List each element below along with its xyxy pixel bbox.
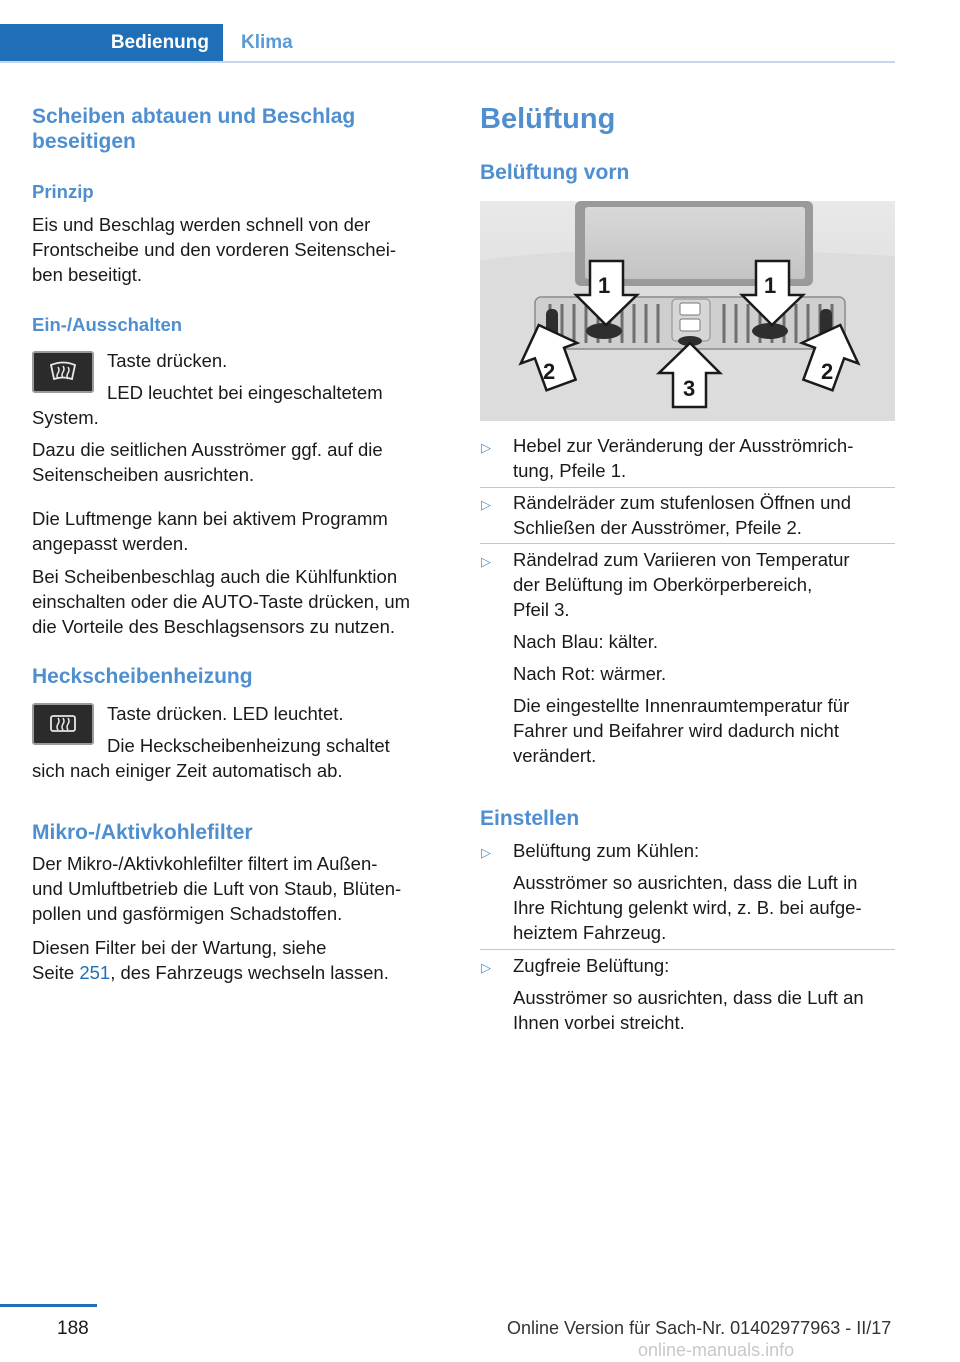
- text-line: verändert.: [513, 745, 597, 766]
- list-divider: [480, 949, 895, 950]
- text-line: Ausströmer so ausrichten, dass die Luft in: [513, 872, 858, 893]
- text-line: System.: [32, 407, 99, 428]
- text-line: Die eingestellte Innenraumtemperatur für: [513, 695, 850, 716]
- tab-klima-label: Klima: [241, 32, 293, 53]
- bullet-triangle-icon: ▷: [481, 960, 491, 975]
- bullet-triangle-icon: ▷: [481, 440, 491, 455]
- filter-wartung-text: [32, 935, 389, 985]
- heading-ein-aus: Ein-/Ausschalten: [32, 314, 183, 335]
- text-line: Schließen der Ausströmer, Pfeile 2.: [513, 517, 802, 538]
- bullet-raendelraeder: [513, 490, 851, 540]
- text-line: Der Mikro-/Aktivkohlefilter filtert im Außen-: [32, 853, 378, 874]
- figure-label-arrow-1-left: 1: [598, 273, 611, 298]
- dashboard-vents-figure: [480, 201, 895, 421]
- tab-bedienung[interactable]: [0, 24, 223, 61]
- text-line: die Vorteile des Beschlagsensors zu nutzen.: [32, 616, 396, 637]
- text-fragment: Seite: [32, 962, 80, 983]
- text-line: pollen und gasförmigen Schadstoffen.: [32, 903, 343, 924]
- figure-label-arrow-2-right: 2: [821, 359, 834, 384]
- text-line: Pfeil 3.: [513, 599, 570, 620]
- text-line: Eis und Beschlag werden schnell von der: [32, 214, 371, 235]
- text-line: heiztem Fahrzeug.: [513, 922, 667, 943]
- figure-label-arrow-3: 3: [683, 376, 696, 401]
- text-line: angepasst werden.: [32, 533, 189, 554]
- text-line: Bei Scheibenbeschlag auch die Kühlfunktion: [32, 566, 398, 587]
- beschlag-text: [32, 564, 410, 639]
- page-number: 188: [57, 1318, 89, 1339]
- text-line: Rändelräder zum stufenlosen Öffnen und: [513, 492, 852, 513]
- section-title-line: beseitigen: [32, 130, 136, 153]
- heading-belueftung: Belüftung: [480, 103, 616, 135]
- section-title-scheiben: [32, 104, 355, 154]
- heading-prinzip: Prinzip: [32, 181, 94, 202]
- list-divider: [480, 543, 895, 544]
- ein-aus-text-1: [107, 348, 383, 405]
- figure-label-arrow-1-right: 1: [764, 273, 777, 298]
- text-line: der Belüftung im Oberkörperbereich,: [513, 574, 813, 595]
- luftmenge-text: [32, 506, 388, 556]
- text-line: LED leuchtet bei eingeschaltetem: [107, 382, 383, 403]
- rear-defrost-button-icon: [32, 703, 94, 745]
- text-line: Zugfreie Belüftung:: [513, 955, 670, 976]
- online-version-note: Online Version für Sach-Nr. 01402977963 - II/17: [507, 1318, 892, 1338]
- text-fragment: , des Fahrzeugs wechseln lassen.: [110, 962, 389, 983]
- text-line: Frontscheibe und den vorderen Seitenschei-: [32, 239, 397, 260]
- front-defrost-button-icon: [32, 351, 94, 393]
- dazu-text: [32, 437, 383, 487]
- text-line: tung, Pfeile 1.: [513, 460, 627, 481]
- text-line: Nach Blau: kälter.: [513, 631, 658, 652]
- bullet-triangle-icon: ▷: [481, 497, 491, 512]
- footer-accent-line: [0, 1304, 97, 1307]
- heck-text-1: [107, 701, 390, 758]
- bullet-raendelrad: [513, 547, 850, 768]
- text-line: Taste drücken. LED leuchtet.: [107, 703, 344, 724]
- text-line: [32, 960, 389, 985]
- watermark: online-manuals.info: [638, 1340, 795, 1360]
- chapter-tab-bar: [0, 24, 895, 63]
- heading-belueftung-vorn: Belüftung vorn: [480, 161, 630, 184]
- text-line: ben beseitigt.: [32, 264, 143, 285]
- heading-einstellen: Einstellen: [480, 807, 580, 830]
- text-line: Taste drücken.: [107, 350, 228, 371]
- text-line: sich nach einiger Zeit automatisch ab.: [32, 760, 343, 781]
- list-divider: [480, 487, 895, 488]
- tab-bedienung-label: Bedienung: [110, 31, 209, 53]
- prinzip-text: [32, 212, 396, 287]
- bullet-triangle-icon: ▷: [481, 845, 491, 860]
- bullet-hebel: [513, 433, 853, 483]
- text-line: Nach Rot: wärmer.: [513, 663, 667, 684]
- text-line: und Umluftbetrieb die Luft von Staub, Blüten-: [32, 878, 402, 899]
- text-line: Belüftung zum Kühlen:: [513, 840, 700, 861]
- bullet-kuehlen: [513, 838, 862, 945]
- bullet-triangle-icon: ▷: [481, 554, 491, 569]
- section-title-line: Scheiben abtauen und Beschlag: [32, 105, 356, 128]
- text-line: einschalten oder die AUTO-Taste drücken, um: [32, 591, 411, 612]
- text-line: Die Luftmenge kann bei aktivem Programm: [32, 508, 388, 529]
- text-line: Ausströmer so ausrichten, dass die Luft an: [513, 987, 864, 1008]
- text-line: Ihnen vorbei streicht.: [513, 1012, 685, 1033]
- tab-klima[interactable]: [241, 24, 293, 61]
- text-line: Hebel zur Veränderung der Ausströmrich-: [513, 435, 854, 456]
- bullet-zugfrei: [513, 953, 864, 1035]
- text-line: Ihre Richtung gelenkt wird, z. B. bei aufge-: [513, 897, 862, 918]
- mikrofilter-text: [32, 851, 401, 926]
- text-line: Dazu die seitlichen Ausströmer ggf. auf die: [32, 439, 383, 460]
- page-link-251[interactable]: 251: [79, 962, 111, 983]
- text-line: Diesen Filter bei der Wartung, siehe: [32, 937, 327, 958]
- figure-label-arrow-2-left: 2: [543, 359, 556, 384]
- text-line: Rändelrad zum Variieren von Temperatur: [513, 549, 850, 570]
- text-line: Seitenscheiben ausrichten.: [32, 464, 255, 485]
- text-line: Die Heckscheibenheizung schaltet: [107, 735, 390, 756]
- text-line: Fahrer und Beifahrer wird dadurch nicht: [513, 720, 839, 741]
- heading-mikrofilter: Mikro-/Aktivkohlefilter: [32, 821, 253, 844]
- heading-heckscheibenheizung: Heckscheibenheizung: [32, 665, 253, 688]
